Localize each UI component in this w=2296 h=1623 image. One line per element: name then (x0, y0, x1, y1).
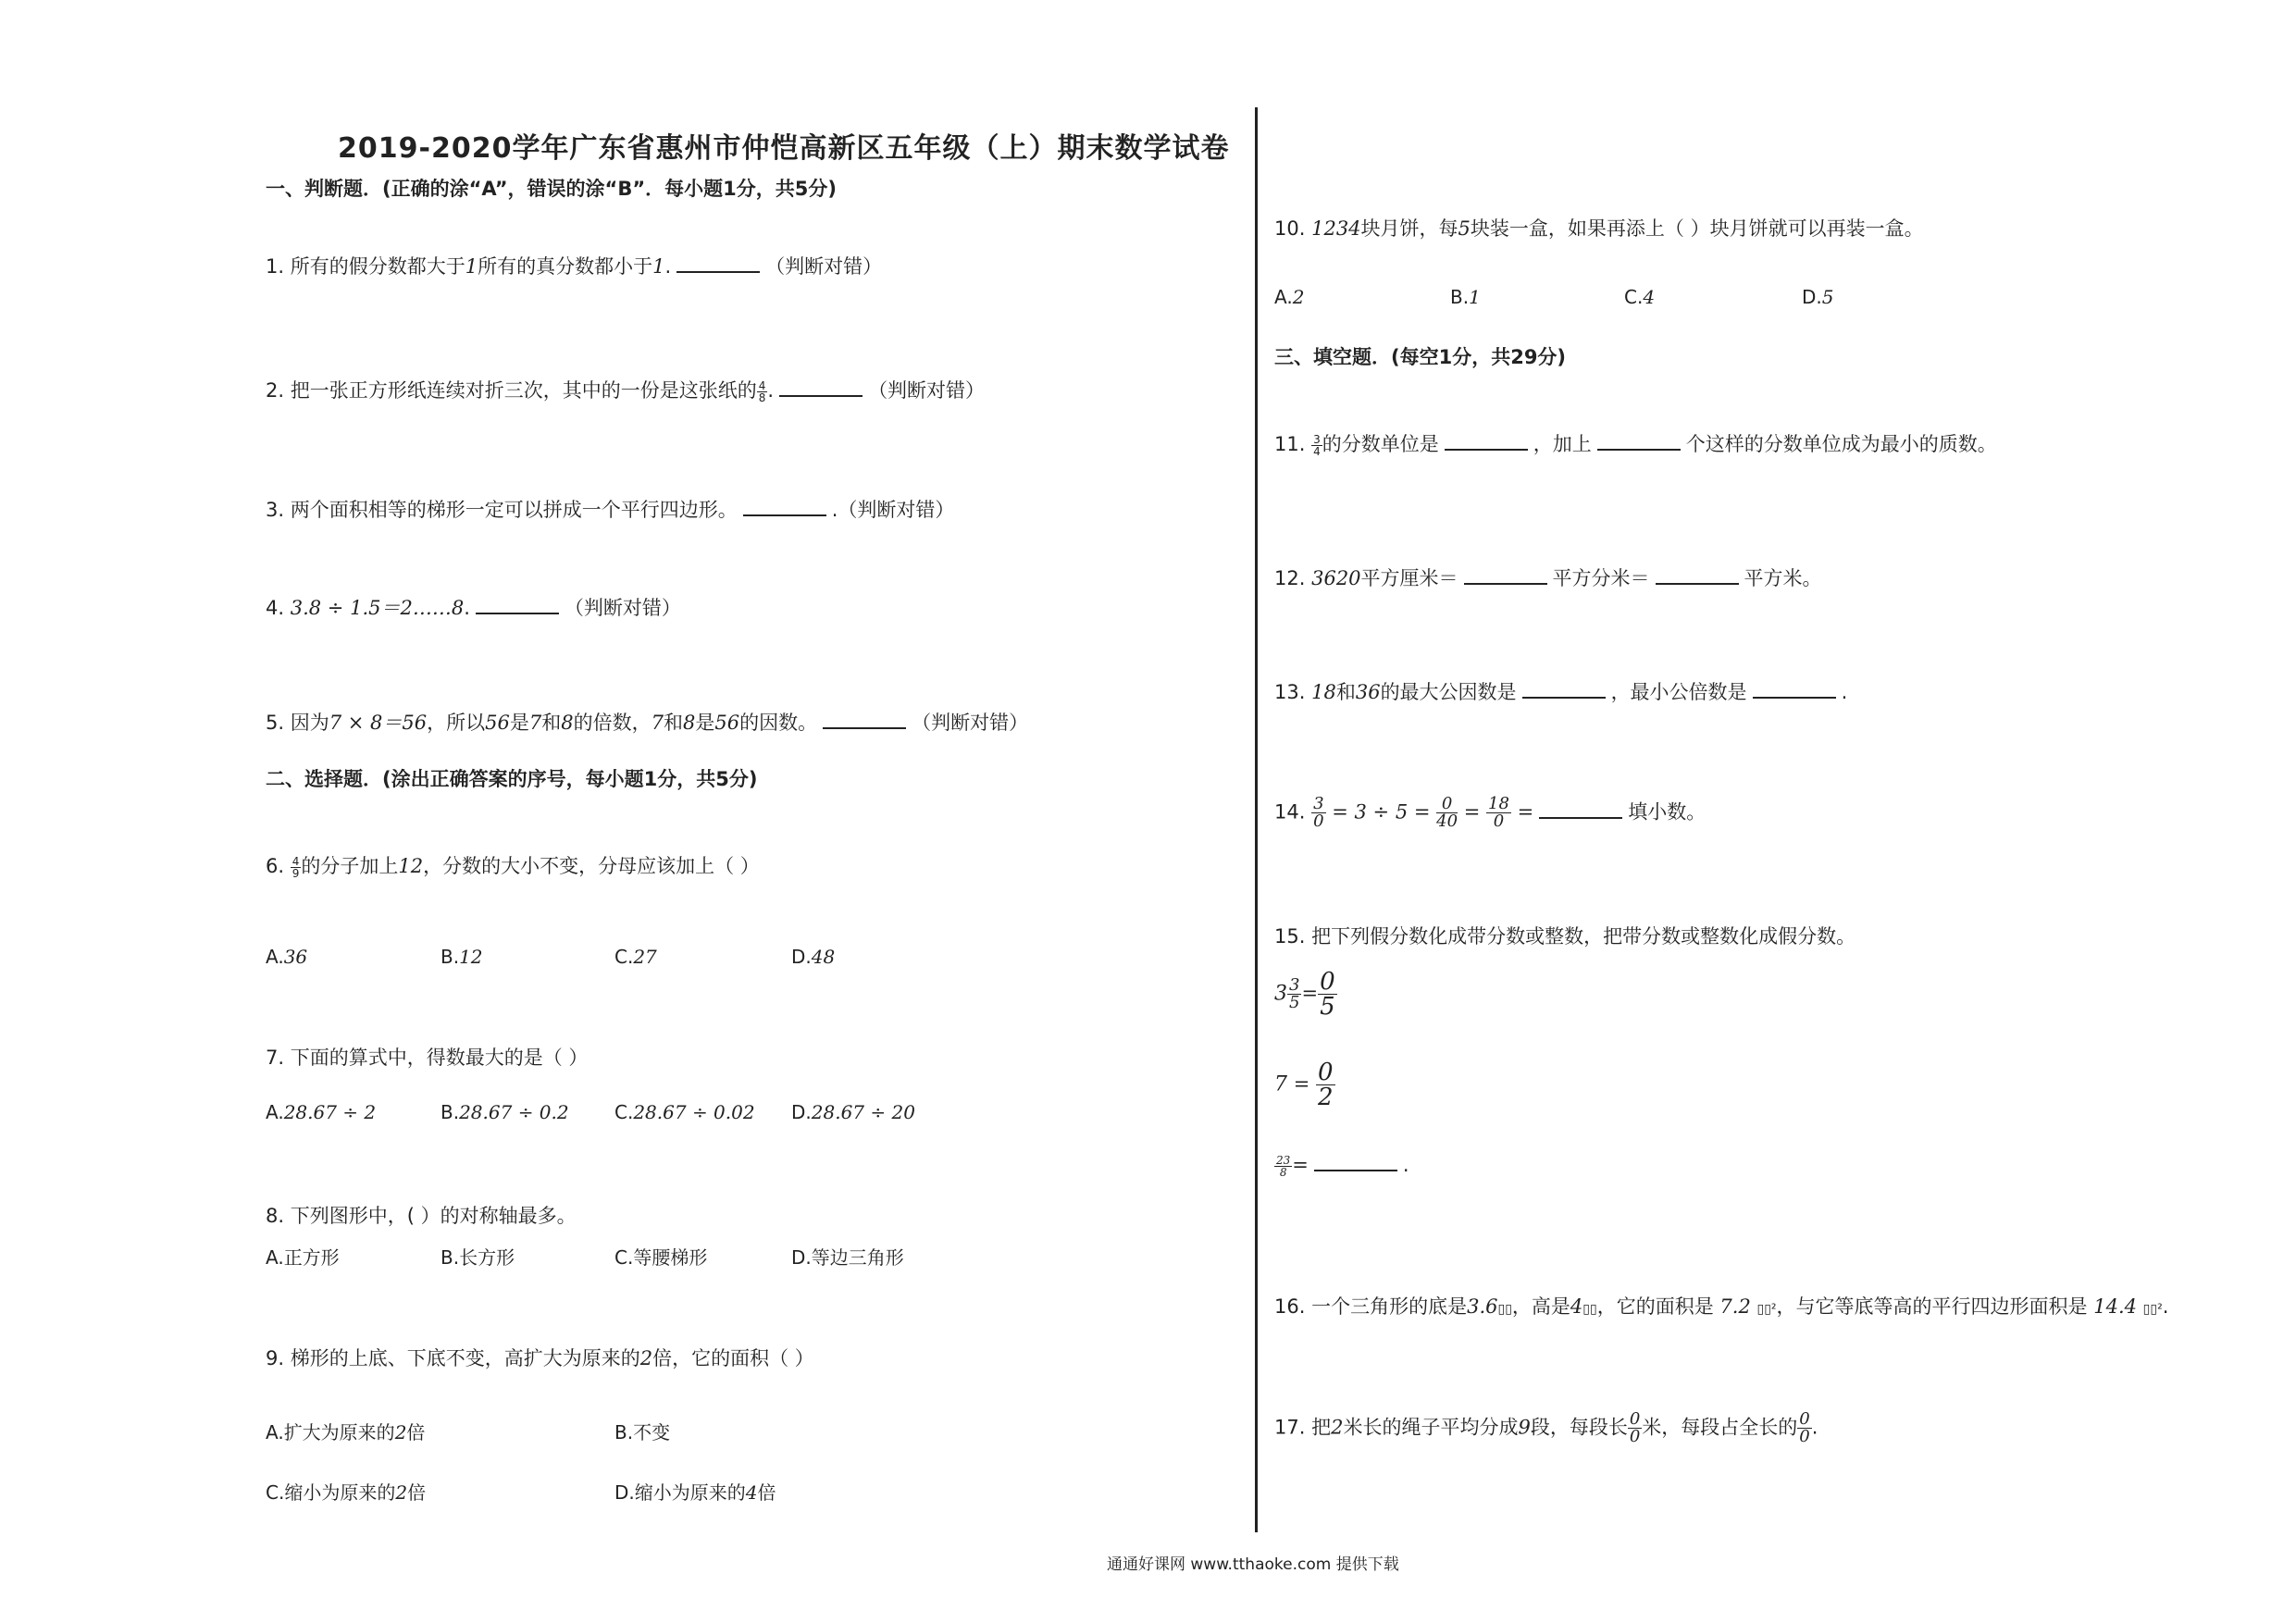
option-d[interactable]: D.等边三角形 (791, 1246, 904, 1269)
option-a[interactable]: A.2 (1274, 286, 1305, 308)
answer-fraction[interactable]: $\frac{0}{0}$ (1629, 1409, 1641, 1446)
option-a[interactable]: A.正方形 (266, 1246, 340, 1269)
answer-blank[interactable] (1753, 696, 1836, 699)
question-13: 13. 18和36的最大公因数是 ，最小公倍数是 . (1274, 681, 1848, 703)
question-7: 7. 下面的算式中，得数最大的是（ ） (266, 1047, 589, 1069)
question-2: 2. 把一张正方形纸连续对折三次，其中的一份是这张纸的 $\frac{4}{8}$ . （判断对错） (266, 378, 986, 404)
answer-blank[interactable] (1522, 696, 1606, 699)
answer-blank[interactable] (476, 612, 559, 614)
question-5: 5. 因为7 × 8＝56，所以56是7和8的倍数，7和8是56的因数。 （判断对错） (266, 712, 1029, 734)
option-d[interactable]: D.缩小为原来的4倍 (614, 1481, 776, 1504)
question-14: 14. $\frac{3}{0}$ = 3 ÷ 5 = $\frac{0}{40}$ = $\frac{18}{0}$ = 填小数。 (1274, 794, 1706, 831)
option-a[interactable]: A.扩大为原来的2倍 (266, 1421, 426, 1443)
question-16: 16. 一个三角形的底是3.6▯▯，高是4▯▯，它的面积是 7.2 ▯▯²，与它等底等高的平行四边形面积是 14.4 ▯▯². (1274, 1295, 2169, 1318)
answer-blank[interactable] (1539, 816, 1622, 819)
question-8: 8. 下列图形中，( ）的对称轴最多。 (266, 1205, 577, 1227)
page-title: 2019-2020学年广东省惠州市仲恺高新区五年级（上）期末数学试卷 (338, 132, 1230, 165)
option-c[interactable]: C.缩小为原来的2倍 (266, 1481, 427, 1504)
answer-blank[interactable] (1597, 448, 1681, 451)
answer-blank[interactable] (743, 514, 826, 516)
option-c[interactable]: C.28.67 ÷ 0.02 (614, 1101, 755, 1123)
option-d[interactable]: D.5 (1802, 286, 1834, 308)
option-c[interactable]: C.27 (614, 946, 657, 968)
answer-blank[interactable] (823, 726, 906, 729)
question-6: 6. $\frac{4}{9}$ 的分子加上12，分数的大小不变，分母应该加上（ ） (266, 854, 760, 880)
q15-line-3: $\frac{23}{8}$ = . (1276, 1153, 1409, 1179)
option-b[interactable]: B.28.67 ÷ 0.2 (441, 1101, 569, 1123)
option-b[interactable]: B.1 (1450, 286, 1481, 308)
question-10: 10. 1234块月饼，每5块装一盒，如果再添上（ ）块月饼就可以再装一盒。 (1274, 217, 1924, 240)
answer-blank[interactable] (1464, 582, 1547, 585)
column-divider (1255, 107, 1258, 1532)
question-11: 11. $\frac{3}{4}$ 的分数单位是 ，加上 个这样的分数单位成为最小的质数。 (1274, 432, 1997, 458)
option-b[interactable]: B.长方形 (441, 1246, 515, 1269)
option-c[interactable]: C.4 (1624, 286, 1656, 308)
option-b[interactable]: B.12 (441, 946, 483, 968)
question-12: 12. 3620平方厘米＝ 平方分米＝ 平方米。 (1274, 567, 1822, 589)
answer-fraction[interactable]: $\frac{0}{5}$ (1320, 968, 1335, 1021)
q15-line-2: 7 = $\frac{0}{2}$ (1274, 1059, 1334, 1111)
answer-blank[interactable] (779, 394, 863, 397)
option-a[interactable]: A.28.67 ÷ 2 (266, 1101, 377, 1123)
answer-blank[interactable] (1314, 1169, 1397, 1171)
question-1: 1. 所有的假分数都大于1所有的真分数都小于1. （判断对错） (266, 255, 883, 278)
option-d[interactable]: D.28.67 ÷ 20 (791, 1101, 915, 1123)
question-15: 15. 把下列假分数化成带分数或整数，把带分数或整数化成假分数。 (1274, 925, 1856, 948)
question-4: 4. 3.8 ÷ 1.5＝2……8. （判断对错） (266, 597, 681, 619)
section-heading-judgment: 一、判断题．(正确的涂“A”，错误的涂“B”．每小题1分，共5分) (266, 178, 837, 200)
answer-blank[interactable] (1445, 448, 1528, 451)
question-3: 3. 两个面积相等的梯形一定可以拼成一个平行四边形。 .（判断对错） (266, 499, 955, 521)
section-heading-fill: 三、填空题．(每空1分，共29分) (1274, 346, 1567, 368)
footer-source: 通通好课网 www.tthaoke.com 提供下载 (1107, 1555, 1399, 1574)
answer-blank[interactable] (1656, 582, 1739, 585)
question-17: 17. 把2米长的绳子平均分成9段，每段长 $\frac{0}{0}$ 米，每段占全长的 $\frac{0}{0}$ . (1274, 1409, 1818, 1446)
answer-blank[interactable] (676, 270, 760, 273)
answer-fraction[interactable]: $\frac{0}{2}$ (1317, 1059, 1334, 1111)
option-d[interactable]: D.48 (791, 946, 836, 968)
option-c[interactable]: C.等腰梯形 (614, 1246, 708, 1269)
answer-fraction[interactable]: $\frac{0}{0}$ (1799, 1409, 1810, 1446)
option-b[interactable]: B.不变 (614, 1421, 671, 1443)
section-heading-choice: 二、选择题．(涂出正确答案的序号，每小题1分，共5分) (266, 768, 758, 790)
q15-line-1: 3 $\frac{3}{5}$ = $\frac{0}{5}$ (1274, 968, 1335, 1021)
option-a[interactable]: A.36 (266, 946, 308, 968)
question-9: 9. 梯形的上底、下底不变，高扩大为原来的2倍，它的面积（ ） (266, 1347, 814, 1369)
